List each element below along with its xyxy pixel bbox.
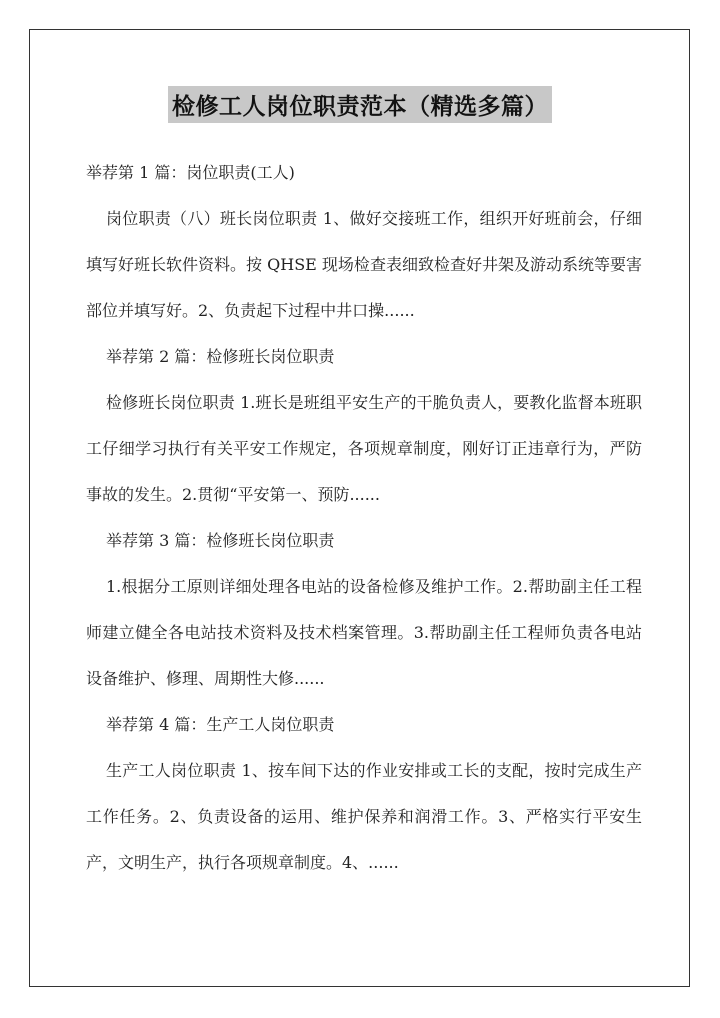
section-heading-4: 举荐第 4 篇：生产工人岗位职责 [106,715,335,734]
section-heading-1: 举荐第 1 篇：岗位职责(工人) [86,163,295,182]
section-body-2: 检修班长岗位职责 1.班长是班组平安生产的干脆负责人，要教化监督本班职工仔细学习执行有关平安工作规定，各项规章制度，刚好订正违章行为，严防事故的发生。2.贯彻“平安第一、预防...... [86,393,642,504]
document-body [86,150,642,886]
title-container [0,86,720,123]
section-body-1: 岗位职责（八）班长岗位职责 1、做好交接班工作，组织开好班前会，仔细填写好班长软件资料。按 QHSE 现场检查表细致检查好井架及游动系统等要害部位并填写好。2、负责起下过程中井口操...... [86,209,642,320]
section-body-3: 1.根据分工原则详细处理各电站的设备检修及维护工作。2.帮助副主任工程师建立健全各电站技术资料及技术档案管理。3.帮助副主任工程师负责各电站设备维护、修理、周期性大修...... [86,577,642,688]
section-body-4: 生产工人岗位职责 1、按车间下达的作业安排或工长的支配，按时完成生产工作任务。2、负责设备的运用、维护保养和润滑工作。3、严格实行平安生产，文明生产，执行各项规章制度。4、...... [86,761,642,872]
section-heading-2: 举荐第 2 篇：检修班长岗位职责 [106,347,335,366]
document-title: 检修工人岗位职责范本（精选多篇） [168,86,552,123]
section-heading-3: 举荐第 3 篇：检修班长岗位职责 [106,531,335,550]
